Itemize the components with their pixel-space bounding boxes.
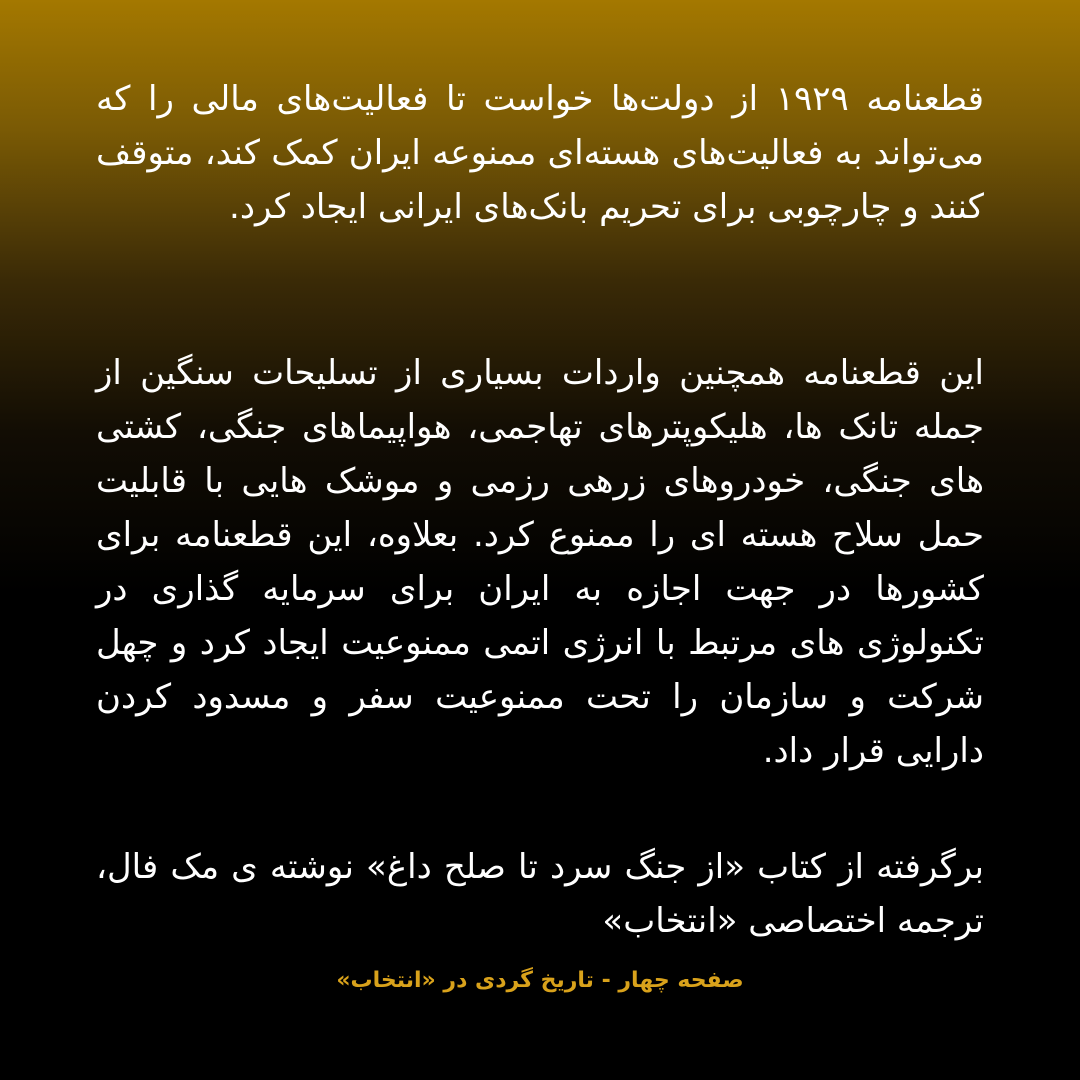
paragraph-resolution-arms: این قطعنامه همچنین واردات بسیاری از تسلیحات سنگین از جمله تانک ها، هلیکوپترهای تهاجمی، هواپیماهای جنگی، کشتی های جنگی، خودروهای زرهی رزمی و موشک هایی با قابلیت حمل سلاح هسته ای را ممنوع کرد. بعلاوه، این قطعنامه برای کشورها در جهت اجازه به ایران برای سرمایه گذاری در تکنولوژی های مرتبط با انرژی اتمی ممنوعیت ایجاد کرد و چهل شرکت و سازمان را تحت ممنوعیت سفر و مسدود کردن دارایی قرار داد. [96, 353, 984, 771]
page-footer: صفحه چهار - تاریخ گردی در «انتخاب» [336, 968, 744, 993]
source-citation: برگرفته از کتاب «از جنگ سرد تا صلح داغ» نوشته ی مک فال، ترجمه اختصاصی «انتخاب» [96, 847, 984, 941]
paragraph-resolution-financial: قطعنامه ۱۹۲۹ از دولت‌ها خواست تا فعالیت‌های مالی را که می‌تواند به فعالیت‌های هسته‌ای ممنوعه ایران کمک کند، متوقف کنند و چارچوبی برای تحریم بانک‌های ایرانی ایجاد کرد. [96, 79, 984, 227]
